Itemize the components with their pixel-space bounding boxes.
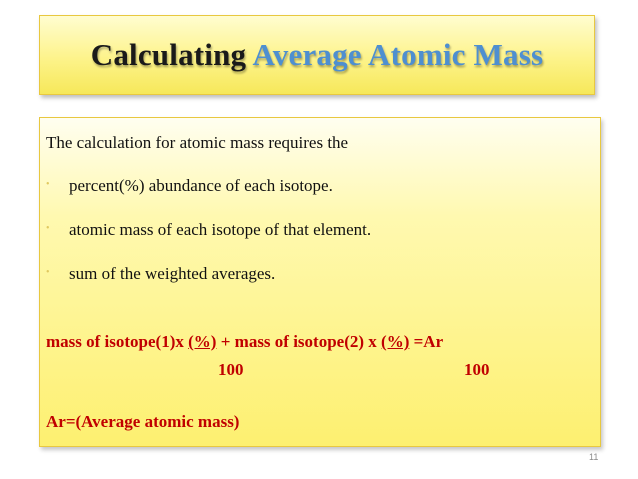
bullet-icon: • [46, 267, 50, 278]
bullet-text: percent(%) abundance of each isotope. [69, 176, 333, 195]
intro-text: The calculation for atomic mass requires the [46, 133, 349, 152]
content-box [39, 117, 601, 447]
bullet-text: sum of the weighted averages. [69, 264, 276, 283]
title-part-calculating: Calculating [90, 37, 247, 72]
formula-part1: mass of isotope(1)x [46, 332, 189, 351]
ar-definition: Ar=(Average atomic mass) [46, 412, 240, 431]
formula-part3: =Ar [409, 332, 444, 351]
title-box [39, 15, 595, 95]
formula-percent-1: (%) [188, 332, 217, 351]
bullet-icon: • [46, 223, 50, 234]
bullet-icon: • [46, 179, 50, 190]
formula-line [46, 332, 443, 352]
formula-part2: + mass of isotope(2) x [216, 332, 382, 351]
title-part-average-atomic-mass: Average Atomic Mass [252, 37, 544, 72]
bullet-text: atomic mass of each isotope of that element. [69, 220, 372, 239]
formula-percent-2: (%) [381, 332, 410, 351]
page-number: 11 [589, 452, 599, 462]
formula-denominator-1: 100 [218, 360, 244, 379]
formula-denominator-2: 100 [464, 360, 490, 379]
slide-title [91, 37, 544, 73]
